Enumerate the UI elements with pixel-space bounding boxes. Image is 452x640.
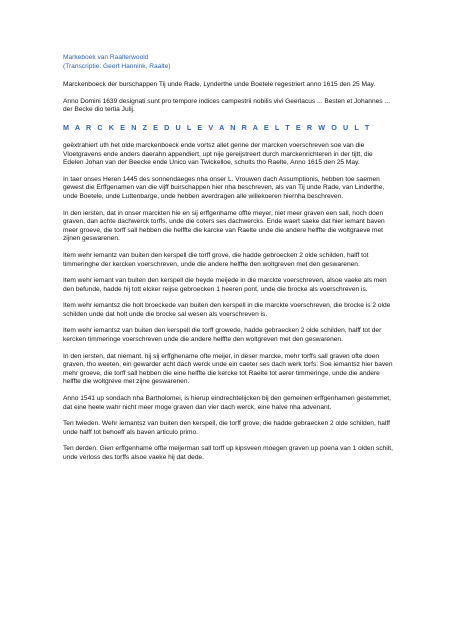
body-paragraph-10: Ten twieden. Wehr iemantsz van buiten den kerspell, die torff grove, die hadde gebraecken 2 olde schilden, halff unde halff tot behoeff als baven articulo primo.	[63, 420, 390, 436]
body-paragraph-5: Item wehr iemant van buiten den kerspell die heyde meijede in die marckte voerschreven, alsoe vaeke als men den befunde, hadde hij tott elcker reijse gebroecken 1 heeren pont, unde die brocke als voerschreven is.	[63, 277, 387, 293]
body-paragraph-4: Item wehr iemantz van buiten den kerspell die torff grove, die hadde gebroecken 2 olde schilden, halff tot timmeringhe der kercken voerschreven, unde die andere helffte den woltgreven met den geswarenen.	[63, 251, 369, 268]
document-page	[63, 54, 393, 471]
document-subtitle: (Transcriptie: Geert Hannink, Raalte)	[63, 62, 171, 70]
section-heading: M A R C K E N Z E D U L E V A N R A E L T E R W O U L T	[63, 122, 372, 132]
body-paragraph-1: geëxtrahiert uth het olde marckenboeck ende vortsz allet genne der marcken voerschreven soe van die Vloetgravens ende anders daerahn appendiert, upt nije gereijstreert durch marckenrichteren in der tijtt, die Edelen Johan van der Beecke ende Unico van Twickelloe, schults tho Raelte, Anno 1615 den 25 May.	[63, 141, 373, 167]
title-block	[63, 54, 393, 71]
body-paragraph-6: Item wehr iemantsz die holt broeckede van buiten den kerspell in die marckte voerschreven, die brocke is 2 olde schilden unde dat holt unde die brocke sal wesen als voerschreven is.	[63, 302, 391, 318]
intro-paragraph-1: Marckenboeck der burschappen Tij unde Rade, Lynderthe unde Boetele regestriert anno 1615 den 25 May.	[63, 81, 376, 89]
body-paragraph-3: In den iersten, dat in onser marckten hie en sij erffgenhame offte meyer, niet meer graven een sall, noch doen graven, dan achte dachwerck torffs, unde die coters ses dachwercks. Ende waert saeke dat hier iemant baven meer groeve, die torff sall hebben die helffte die karcke van Raelte unde die andere helffte die woltgraeve met zijnen geswarenen.	[63, 209, 385, 243]
body-paragraph-7: Item wehr iemantsz van buiten den kerspell die torff growede, hadde gebraecken 2 olde schilden, halff tot der kercken timmeringe voerschreven unde die andere helffte den woltgreven met den geswarenen.	[63, 327, 382, 344]
intro-paragraph-2: Anno Domini 1639 designati sunt pro tempore indices campestrii nobilis vivi Geerlacus ... Besten et Johannes ... der Becke dio tertia Julij.	[63, 97, 390, 114]
body-paragraph-9: Anno 1541 up sondach nha Bartholomei, is hierup eindrechtelijcken bij den gemeinen erffgenhamen gestemmet, dat eine heele wahr nicht meer moge graven dan vier dach werck, eine halve nha advenant.	[63, 395, 391, 411]
body-paragraph-2: In taer onses Heren 1445 des sonnendaeges nha onser L. Vrouwen dach Assumptionis, hebben toe saemen gewest die Erffgenamen van die vijff buirschappen hier nha beschreven, als van Tij unde Rade, van Linderthe, unde Boetele, unde Luttenbarge, unde hebben averdragen alle willekoeren hiernha beschreven.	[63, 175, 385, 200]
document-title: Markeboek van Raalterwoold	[63, 54, 149, 61]
body-paragraph-8: In den iersten, dat niemant, hij sij erffghename ofte meijer, in deser marcke, mehr torffs sall graven ofte doen graven, tho weeten, ein gewarder acht dach werck unde ein caeter ses dach werk torfs: Soe iemantsz hier baven mehr groeve, die torff sall hebben die eine helffte die kercke tot Raelte tot aerer timmeringe, unde die andere helffte die woltgreve met zijne geswarenen.	[63, 352, 393, 386]
body-paragraph-11: Ten derden. Gien erffgenhame offte meijerman sall torff up kipsveen moegen graven up poena van 1 olden schilt, unde verloss des torffs alsoe vaeke hij dat dede.	[63, 445, 393, 461]
